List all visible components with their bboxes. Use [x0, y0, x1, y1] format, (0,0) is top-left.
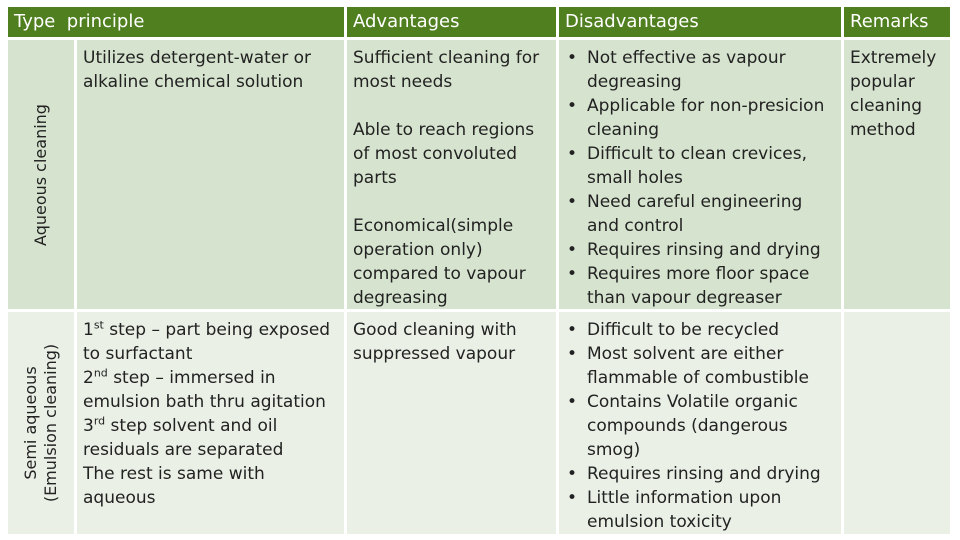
- aqueous-advantage: Economical(simple operation only) compared to vapour degreasing: [353, 216, 526, 308]
- step1-number: 1: [83, 320, 94, 340]
- semi-step-1: [83, 318, 338, 366]
- semi-step-3: [83, 414, 338, 462]
- semi-disadvantage-item: • Most solvent are either flammable of combustible: [559, 342, 835, 390]
- header-advantages: Advantages: [347, 7, 556, 37]
- comparison-table: [8, 7, 950, 533]
- step3-ordinal: rd: [93, 414, 106, 428]
- aqueous-disadvantage-item: • Need careful engineering and control: [559, 190, 835, 238]
- type-semi-aqueous: [8, 312, 74, 534]
- header-disadvantages: Disadvantages: [559, 7, 841, 37]
- aqueous-disadvantages: [559, 40, 841, 309]
- step2-text: step – immersed in emulsion bath thru agitation: [83, 368, 326, 412]
- type-semi-aqueous-label: [21, 344, 61, 502]
- aqueous-disadvantage-item: • Requires more floor space than vapour degreaser: [559, 262, 835, 309]
- semi-disadvantage-item: • Requires rinsing and drying: [559, 462, 835, 486]
- semi-advantages: Good cleaning with suppressed vapour: [347, 312, 556, 534]
- step2-number: 2: [83, 368, 94, 388]
- aqueous-disadvantage-item: • Difficult to clean crevices, small holes: [559, 142, 835, 190]
- semi-disadvantage-item: • Contains Volatile organic compounds (dangerous smog): [559, 390, 835, 462]
- header-remarks: Remarks: [844, 7, 950, 37]
- aqueous-disadvantage-item: • Applicable for non-presicion cleaning: [559, 94, 835, 142]
- semi-principle: [77, 312, 344, 534]
- header-type-principle: Type principle: [8, 7, 344, 37]
- type-semi-line1: Semi aqueous: [21, 366, 40, 480]
- step1-text: step – part being exposed to surfactant: [83, 320, 331, 364]
- type-semi-line2: (Emulsion cleaning): [41, 343, 60, 503]
- aqueous-advantage: Able to reach regions of most convoluted parts: [353, 120, 535, 188]
- aqueous-advantage: Sufficient cleaning for most needs: [353, 48, 540, 92]
- aqueous-disadvantage-item: • Not effective as vapour degreasing: [559, 46, 835, 94]
- semi-disadvantage-item: • Little information upon emulsion toxicity: [559, 486, 835, 534]
- aqueous-principle: Utilizes detergent-water or alkaline chemical solution: [77, 40, 344, 309]
- step1-ordinal: st: [93, 318, 104, 332]
- step3-text: step solvent and oil residuals are separated: [83, 416, 284, 460]
- aqueous-advantages: [347, 40, 556, 309]
- semi-remarks: [844, 312, 950, 534]
- semi-disadvantage-item: • Difficult to be recycled: [559, 318, 835, 342]
- type-aqueous-label: Aqueous cleaning: [31, 103, 50, 246]
- aqueous-disadvantage-item: • Requires rinsing and drying: [559, 238, 835, 262]
- step2-ordinal: nd: [93, 366, 108, 380]
- semi-step-2: [83, 366, 338, 414]
- step3-number: 3: [83, 416, 94, 436]
- semi-principle-rest: The rest is same with aqueous: [83, 464, 265, 508]
- aqueous-remarks: Extremely popular cleaning method: [844, 40, 950, 309]
- semi-disadvantages: [559, 312, 841, 534]
- type-aqueous: [8, 40, 74, 309]
